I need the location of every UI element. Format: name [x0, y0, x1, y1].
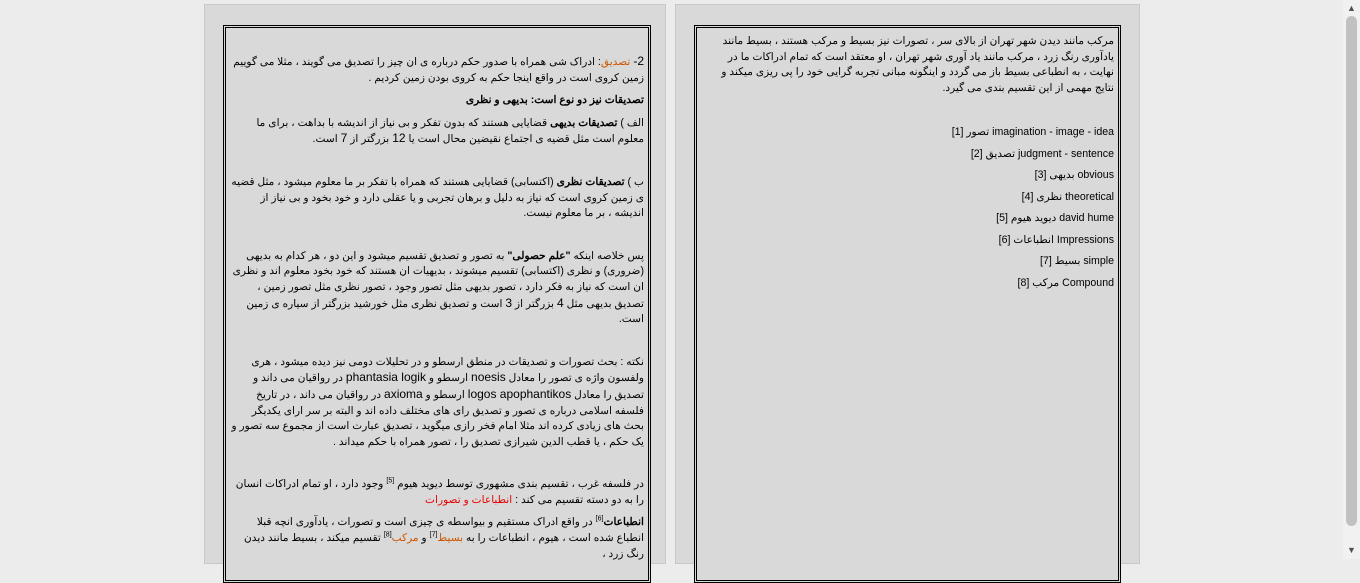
tasdiq-types-heading: [230, 93, 644, 109]
paragraph-summary: [230, 249, 644, 328]
paragraph-hume: [230, 477, 644, 508]
paragraph-intro: مرکب مانند دیدن شهر تهران از بالای سر ، تصورات نیز بسیط و مرکب هستند ، بسیط مانند یادآوری رنگ زرد ، مرکب مانند یاد آوری شهر تهران ، او معتقد است که تمام ادراکات ما در نهایت ، به انطباعی بسیط باز می گردد و اینگونه مبانی تجربه گرایی خود را پی ریزی میکند و نتایج مهمی از این تقسیم بندی می گیرد.: [721, 35, 1114, 94]
paragraph-badihi: [230, 116, 644, 148]
item-number: 2-: [633, 54, 644, 68]
latin-term: axioma: [384, 386, 423, 401]
number: 3: [505, 295, 513, 310]
footnote-link-5[interactable]: [5]: [386, 477, 395, 485]
term-tasdiq: تصدیق: [600, 56, 631, 68]
latin-term: phantasia logik: [345, 370, 426, 385]
text: در واقع ادراک مستقیم و بیواسطه ی چیزی است و تصورات ، یادآوری انچه قبلا انطباع شده است ، هیوم ، انطباعات را به: [256, 516, 644, 545]
vertical-scrollbar[interactable]: [1343, 0, 1360, 559]
latin-term: logos apophantikos: [467, 386, 572, 401]
left-page-content: [226, 28, 648, 562]
text: ارسطو و: [425, 372, 472, 385]
tasdiq-text: : ادراک شی همراه با صدور حکم درباره ی ان چیز را تصدیق می گویند ، مثلا می گوییم زمین کروی است در واقع اینجا حکم به کروی بودن زمین کردیم .: [233, 56, 644, 84]
paragraph-impressions: [230, 515, 644, 562]
list-marker: ب ): [627, 175, 644, 188]
number: 4: [556, 295, 564, 310]
text: در رواقیان می داند ، در تاریخ فلسفه اسلامی درباره ی تصور و تصدیق رای های مختلف داده اند و البته بر سر ارای یکدیگر بحث های زیادی کرده اند مثلا امام فخر رازی میگوید ، تصدیق عبارت است از مجموع سه تصور و یک حکم ، یا قطب الدین شیرازی تصدیق را ، تصور همراه با حکم میداند .: [231, 388, 644, 448]
term-compound: مرکب: [391, 532, 419, 545]
footnote-item: [1] تصور imagination - image - idea: [951, 126, 1114, 139]
number: 7: [340, 131, 348, 146]
list-marker: الف ): [620, 116, 644, 129]
footnote-link-7[interactable]: [7]: [429, 531, 438, 539]
footnote-item: [7] بسیط simple: [1040, 255, 1114, 268]
footnote-link-6[interactable]: [6]: [595, 515, 604, 523]
heading-text: تصدیقات نیز دو نوع است: بدیهی و نظری: [465, 94, 644, 107]
term-badihi: تصدیقات بدیهی: [550, 116, 618, 129]
latin-term: noesis: [471, 370, 506, 385]
text: در فلسفه غرب ، تقسیم بندی مشهوری توسط دیوید هیوم: [394, 478, 644, 491]
text: در رواقیان می داند و تصدیق را معادل: [253, 372, 644, 401]
text: تقسیم میکند ، بسیط مانند دیدن رنگ زرد ،: [243, 532, 644, 560]
footnotes-list: [697, 118, 1118, 294]
right-page-content: [697, 28, 1118, 96]
text: (اکتسابی) قضایایی هستند که همراه با تفکر بر ما معلوم میشود ، مثل قضیه ی زمین کروی است که نیاز به دلیل و برهان تجربی و یا عقلی دارد و خود بخود و بی نیاز از اندیشه ، بر ما معلوم نیست.: [231, 175, 644, 220]
footnote-item: [5] دیوید هیوم david hume: [996, 212, 1114, 225]
text: بزرگتر از: [512, 297, 557, 310]
number: 12: [392, 131, 406, 146]
text: بزرگتر از: [347, 133, 393, 146]
left-page-panel: [204, 4, 666, 564]
right-page-panel: [675, 4, 1140, 564]
scrollbar-thumb[interactable]: [1346, 16, 1357, 526]
paragraph-tasdiq-definition: [230, 54, 644, 86]
text: است.: [312, 133, 341, 146]
footnote-item: [3] بدیهی obvious: [1034, 169, 1114, 182]
footnote-item: [8] مرکب Compound: [1017, 276, 1114, 289]
term-simple: بسیط: [437, 532, 464, 545]
text: وجود دارد ، او تمام ادراکات انسان را به دو دسته تقسیم می کند :: [235, 478, 644, 506]
left-page-frame: [223, 25, 651, 583]
text: پس خلاصه اینکه: [570, 249, 644, 262]
footnote-item: [4] نظری theoretical: [1021, 190, 1114, 203]
paragraph-nazari: [230, 175, 644, 222]
term-elm-hosuli: "علم حصولی": [507, 249, 571, 262]
scroll-down-arrow-icon[interactable]: ▼: [1347, 545, 1356, 555]
text: ارسطو و: [422, 388, 468, 401]
text: قضایایی هستند که بدون تفکر و بی نیاز از اندیشه با بداهت ، برای ما معلوم است مثل قضیه ی اجتماع نقیضین محال است یا: [256, 116, 644, 146]
text: نکته : بحث تصورات و تصدیقات در منطق ارسطو و در تحلیلات دومی نیز دیده میشود ، هری ولفسون واژه ی تصور را معادل: [251, 355, 644, 385]
paragraph-note: [230, 355, 644, 451]
highlight-text: انطباعات و تصورات: [425, 493, 513, 506]
footnote-link-8[interactable]: [8]: [383, 531, 392, 539]
text: و: [418, 532, 430, 545]
scroll-up-arrow-icon[interactable]: ▲: [1347, 3, 1356, 13]
term-nazari: تصدیقات نظری: [556, 175, 625, 188]
footnote-item: [6] انطباعات Impressions: [998, 233, 1114, 246]
right-page-frame: [694, 25, 1121, 583]
footnote-item: [2] تصدیق judgment - sentence: [970, 147, 1114, 160]
text: به تصور و تصدیق تقسیم میشود و این دو ، هر کدام به بدیهی (ضروری) و نظری (اکتسابی) تقسیم میشوند ، بدیهیات ان هستند که خود بخود معلوم اند و نظری ان است که نیاز به فکر دارد ، تصور بدیهی مثل تصور وجود ، تصور نظری مثل تصور زمین ، تصدیق بدیهی مثل: [232, 249, 644, 310]
text: است و تصدیق نظری مثل خورشید بزرگتر از سیاره ی زمین است.: [246, 297, 644, 326]
term-impressions: انطباعات: [603, 516, 644, 529]
